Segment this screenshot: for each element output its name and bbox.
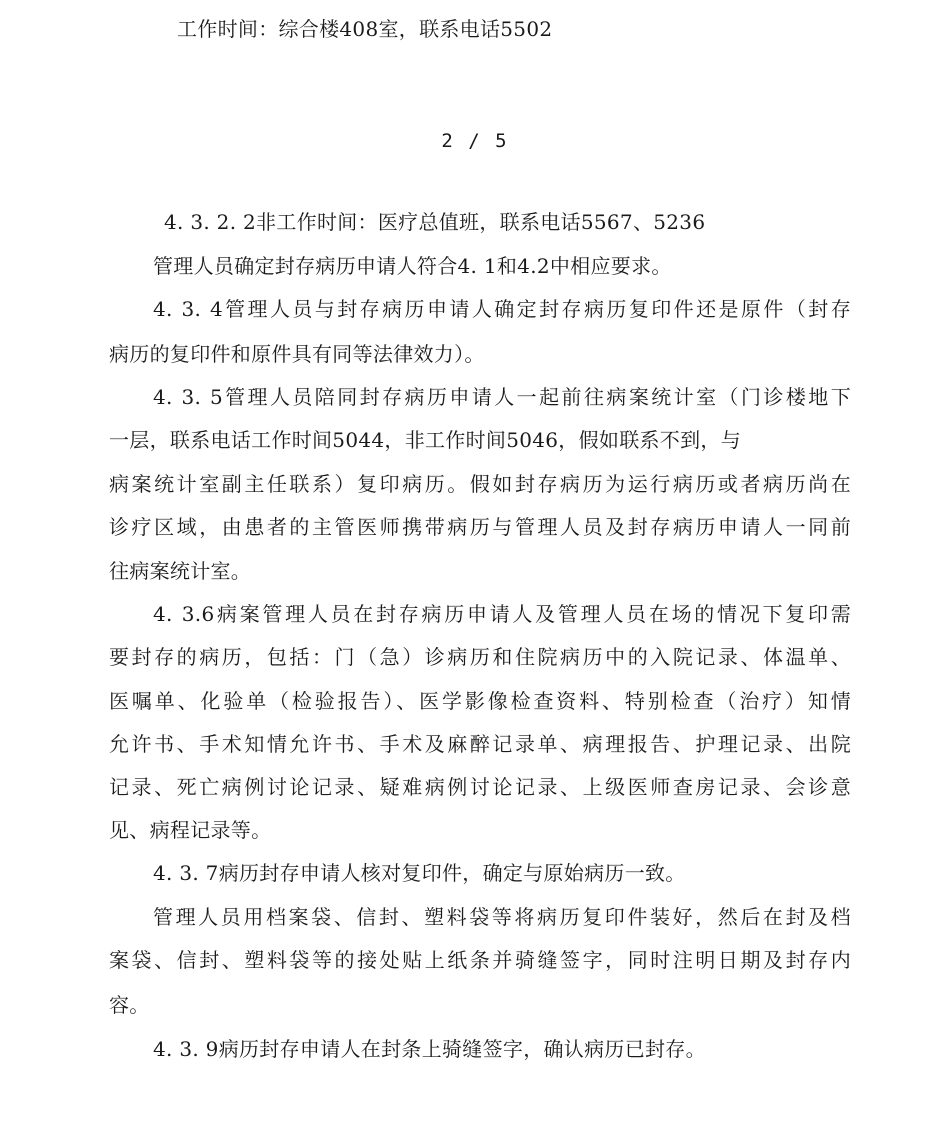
work-hours-line: 工作时间：综合楼408室，联系电话5502 (177, 17, 553, 41)
section-4-3-5-line-2: 一层，联系电话工作时间5044，非工作时间5046，假如联系不到，与 (109, 428, 741, 452)
paragraph-confirm-applicant: 管理人员确定封存病历申请人符合4. 1和4.2中相应要求。 (153, 254, 672, 278)
section-4-3-4-line-2: 病历的复印件和原件具有同等法律效力）。 (109, 342, 485, 366)
page-number: 2 / 5 (441, 130, 509, 152)
section-4-3-5-line-1: 4. 3. 5管理人员陪同封存病历申请人一起前往病案统计室（门诊楼地下 (153, 385, 851, 409)
section-4-3-7: 4. 3. 7病历封存申请人核对复印件，确定与原始病历一致。 (153, 861, 686, 885)
paragraph-packaging-line-3: 容。 (109, 993, 150, 1017)
section-4-3-5-line-4: 诊疗区域，由患者的主管医师携带病历与管理人员及封存病历申请人一同前 (109, 515, 851, 539)
section-4-3-4-line-1: 4. 3. 4管理人员与封存病历申请人确定封存病历复印件还是原件（封存 (153, 297, 851, 321)
section-4-3-2-2: 4. 3. 2. 2非工作时间：医疗总值班，联系电话5567、5236 (164, 210, 706, 234)
paragraph-packaging-line-1: 管理人员用档案袋、信封、塑料袋等将病历复印件装好，然后在封及档 (153, 905, 851, 929)
section-4-3-6-line-2: 要封存的病历，包括：门（急）诊病历和住院病历中的入院记录、体温单、 (109, 645, 851, 669)
section-4-3-6-line-1: 4. 3.6病案管理人员在封存病历申请人及管理人员在场的情况下复印需 (153, 602, 851, 626)
section-4-3-6-line-3: 医嘱单、化验单（检验报告）、医学影像检查资料、特别检查（治疗）知情 (109, 689, 851, 713)
section-4-3-6-line-6: 见、病程记录等。 (109, 818, 272, 842)
section-4-3-6-line-4: 允许书、手术知情允许书、手术及麻醉记录单、病理报告、护理记录、出院 (109, 732, 851, 756)
section-4-3-5-line-3: 病案统计室副主任联系）复印病历。假如封存病历为运行病历或者病历尚在 (109, 472, 851, 496)
paragraph-packaging-line-2: 案袋、信封、塑料袋等的接处贴上纸条并骑缝签字，同时注明日期及封存内 (109, 948, 851, 972)
section-4-3-5-line-5: 往病案统计室。 (109, 559, 252, 583)
section-4-3-9: 4. 3. 9病历封存申请人在封条上骑缝签字，确认病历已封存。 (153, 1037, 706, 1061)
section-4-3-6-line-5: 记录、死亡病例讨论记录、疑难病例讨论记录、上级医师查房记录、会诊意 (109, 775, 851, 799)
